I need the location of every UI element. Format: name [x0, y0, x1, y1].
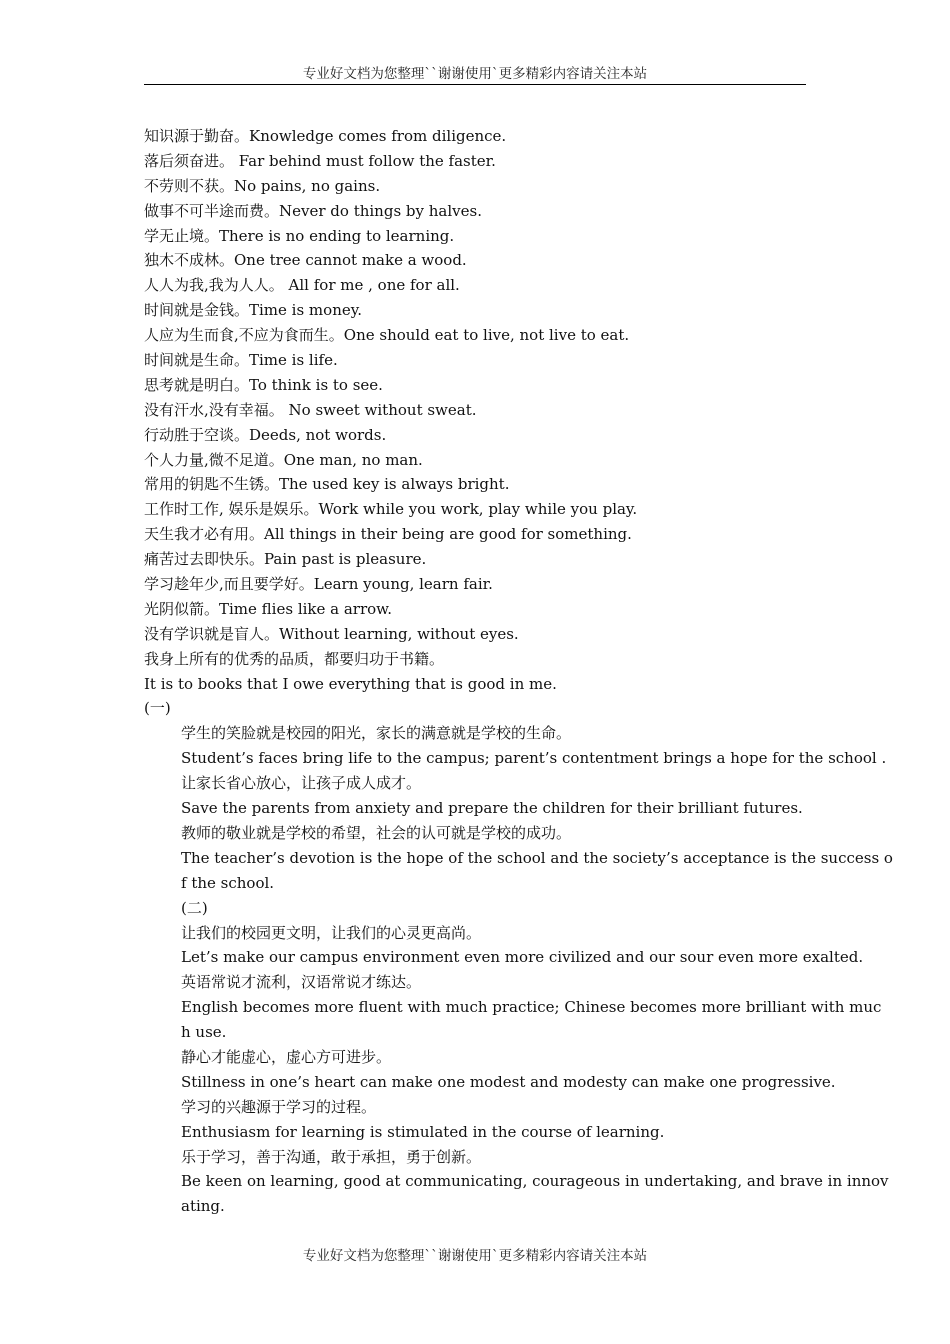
proverb-line: 独木不成林。One tree cannot make a wood. [144, 251, 467, 270]
proverb-line: 落后须奋进。 Far behind must follow the faster. [144, 151, 496, 170]
slogan-line: 乐于学习，善于沟通，敢于承担，勇于创新。 [181, 1147, 482, 1166]
slogan-line: 教师的敬业就是学校的希望，社会的认可就是学校的成功。 [181, 823, 572, 842]
proverb-line: 人应为生而食,不应为食而生。One should eat to live, not live to eat. [144, 326, 630, 345]
slogan-line: Be keen on learning, good at communicating, courageous in undertaking, and brave in innov [181, 1172, 889, 1191]
proverb-line: 天生我才必有用。All things in their being are good for something. [144, 525, 632, 544]
slogan-line: Save the parents from anxiety and prepare the children for their brilliant futures. [181, 799, 803, 818]
slogan-line: Let’s make our campus environment even more civilized and our sour even more exalted. [181, 948, 864, 967]
proverb-line: 时间就是金钱。Time is money. [144, 301, 362, 320]
slogan-line: 学习的兴趣源于学习的过程。 [181, 1097, 377, 1116]
proverb-line: 不劳则不获。No pains, no gains. [144, 176, 381, 195]
slogan-line: 让我们的校园更文明，让我们的心灵更高尚。 [181, 923, 482, 942]
slogan-line: English becomes more fluent with much practice; Chinese becomes more brilliant with muc [181, 998, 882, 1017]
proverb-line: 学习趁年少,而且要学好。Learn young, learn fair. [144, 575, 493, 594]
proverb-line: 没有汗水,没有幸福。 No sweet without sweat. [144, 400, 477, 419]
proverb-line: 行动胜于空谈。Deeds, not words. [144, 425, 387, 444]
slogan-line: Enthusiasm for learning is stimulated in the course of learning. [181, 1122, 665, 1141]
document-body [144, 124, 893, 1219]
slogan-line: f the school. [181, 873, 275, 892]
slogan-line: 英语常说才流利，汉语常说才练达。 [181, 973, 422, 992]
proverb-line: 没有学识就是盲人。Without learning, without eyes. [144, 624, 519, 643]
proverb-line: 人人为我,我为人人。 All for me , one for all. [144, 276, 460, 295]
slogan-line: The teacher’s devotion is the hope of the school and the society’s acceptance is the success o [181, 848, 893, 867]
page-footer: 专业好文档为您整理``谢谢使用`更多精彩内容请关注本站 [302, 1248, 648, 1264]
slogan-line: 让家长省心放心，让孩子成人成才。 [181, 774, 422, 793]
proverb-line: 时间就是生命。Time is life. [144, 351, 338, 370]
slogan-line: 学生的笑脸就是校园的阳光，家长的满意就是学校的生命。 [181, 724, 572, 743]
slogan-line: 静心才能虚心，虚心方可进步。 [181, 1047, 392, 1066]
proverb-line: 思考就是明白。To think is to see. [144, 375, 383, 394]
proverb-line: 痛苦过去即快乐。Pain past is pleasure. [144, 550, 427, 569]
proverb-line: 知识源于勤奋。Knowledge comes from diligence. [144, 127, 507, 145]
slogan-line: h use. [181, 1023, 227, 1042]
proverb-line: It is to books that I owe everything that is good in me. [144, 674, 557, 693]
proverb-line: 工作时工作, 娱乐是娱乐。Work while you work, play while you play. [144, 500, 638, 519]
proverb-line: 做事不可半途而费。Never do things by halves. [144, 201, 482, 220]
proverb-line: 个人力量,微不足道。One man, no man. [144, 450, 423, 469]
proverb-line: 我身上所有的优秀的品质，都要归功于书籍。 [144, 649, 445, 668]
section-two-heading: (二) [181, 898, 208, 917]
proverb-line: 光阴似箭。Time flies like a arrow. [144, 599, 392, 618]
slogan-line: Stillness in one’s heart can make one modest and modesty can make one progressive. [181, 1072, 836, 1091]
proverb-line: 学无止境。There is no ending to learning. [144, 226, 455, 245]
slogan-line: Student’s faces bring life to the campus; parent’s contentment brings a hope for the school . [181, 749, 887, 768]
slogan-line: ating. [181, 1197, 225, 1216]
section-one-heading: (一) [144, 699, 171, 718]
page-header: 专业好文档为您整理``谢谢使用`更多精彩内容请关注本站 [144, 64, 806, 85]
proverb-line: 常用的钥匙不生锈。The used key is always bright. [144, 475, 510, 494]
